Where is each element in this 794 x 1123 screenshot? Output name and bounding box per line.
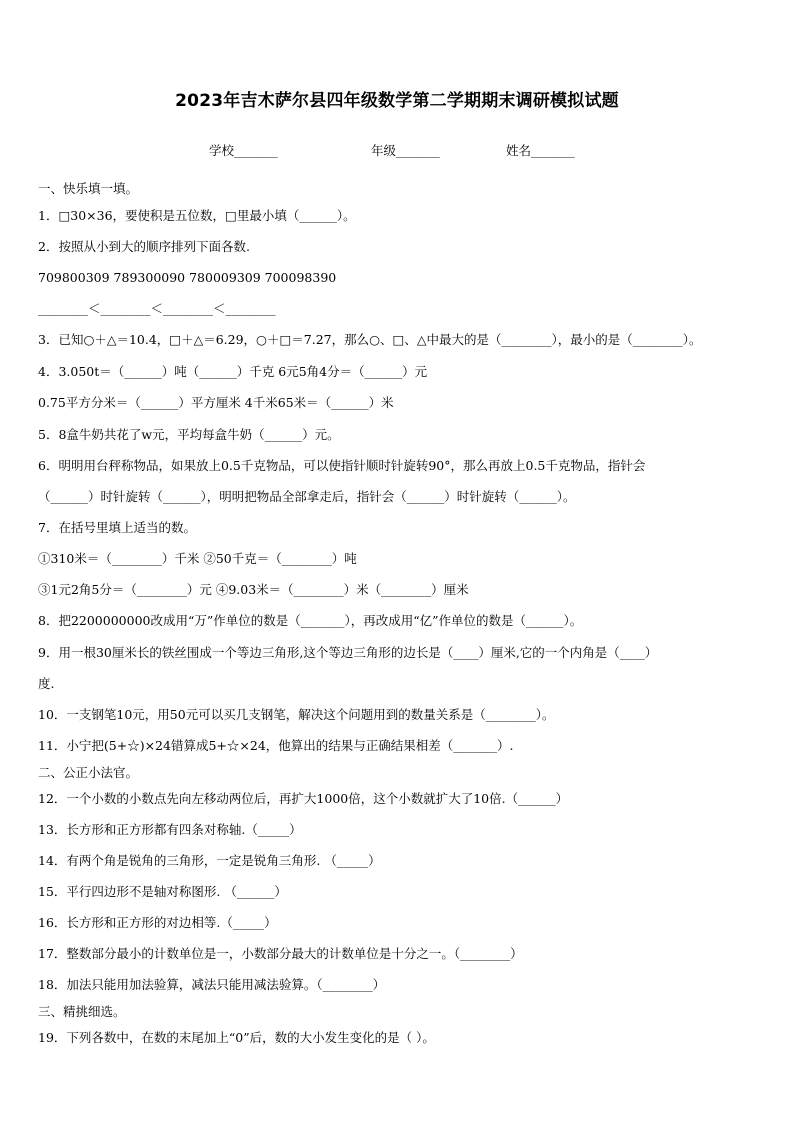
name-field: 姓名_______ bbox=[506, 143, 575, 158]
question-3: 3．已知○＋△＝10.4，□＋△＝6.29，○＋□＝7.27，那么○、□、△中最大的是（________），最小的是（________）。 bbox=[38, 332, 702, 347]
question-2-blanks: ________＜________＜________＜________ bbox=[38, 301, 276, 316]
question-9-continued: 度. bbox=[38, 676, 55, 691]
question-16: 16．长方形和正方形的对边相等.（_____） bbox=[38, 915, 277, 930]
question-8: 8．把2200000000改成用“万”作单位的数是（_______），再改成用“亿”作单位的数是（______）。 bbox=[38, 613, 583, 628]
question-7: 7．在括号里填上适当的数。 bbox=[38, 520, 196, 535]
question-7-row-1: ①310米＝（________）千米 ②50千克＝（________）吨 bbox=[38, 551, 357, 566]
question-19: 19．下列各数中，在数的末尾加上“0”后，数的大小发生变化的是（ ）。 bbox=[38, 1030, 435, 1045]
question-6-continued: （______）时针旋转（______），明明把物品全部拿走后，指针会（______）时针旋转（______）。 bbox=[38, 489, 576, 504]
question-5: 5．8盒牛奶共花了w元，平均每盒牛奶（______）元。 bbox=[38, 427, 340, 442]
question-4-row-2: 0.75平方分米＝（______）平方厘米 4千米65米＝（______）米 bbox=[38, 395, 394, 410]
question-9: 9．用一根30厘米长的铁丝围成一个等边三角形,这个等边三角形的边长是（____）厘米,它的一个内角是（____） bbox=[38, 645, 658, 660]
grade-field: 年级_______ bbox=[371, 143, 440, 158]
question-18: 18．加法只能用加法验算，减法只能用减法验算。（________） bbox=[38, 977, 386, 992]
question-6: 6．明明用台秤称物品，如果放上0.5千克物品，可以使指针顺时针旋转90°，那么再放上0.5千克物品，指针会 bbox=[38, 458, 646, 473]
question-17: 17．整数部分最小的计数单位是一，小数部分最大的计数单位是十分之一。（________） bbox=[38, 946, 523, 961]
question-15: 15．平行四边形不是轴对称图形. （______） bbox=[38, 884, 287, 899]
question-11: 11．小宁把(5+☆)×24错算成5+☆×24，他算出的结果与正确结果相差（_______）. bbox=[38, 738, 514, 753]
question-4-row-1: 4．3.050t＝（______）吨（______）千克 6元5角4分＝（______）元 bbox=[38, 364, 428, 379]
question-1: 1．□30×36，要使积是五位数，□里最小填（______）。 bbox=[38, 208, 356, 223]
section-heading-2: 二、公正小法官。 bbox=[38, 765, 139, 780]
question-7-row-2: ③1元2角5分＝（________）元 ④9.03米＝（________）米（________）厘米 bbox=[38, 582, 469, 597]
question-2-numbers: 709800309 789300090 780009309 700098390 bbox=[38, 270, 337, 285]
question-14: 14．有两个角是锐角的三角形，一定是锐角三角形. （_____） bbox=[38, 853, 381, 868]
question-2: 2．按照从小到大的顺序排列下面各数. bbox=[38, 239, 250, 254]
section-heading-1: 一、快乐填一填。 bbox=[38, 181, 139, 196]
section-heading-3: 三、精挑细选。 bbox=[38, 1004, 126, 1019]
question-10: 10．一支钢笔10元，用50元可以买几支钢笔，解决这个问题用到的数量关系是（________）。 bbox=[38, 707, 555, 722]
question-13: 13．长方形和正方形都有四条对称轴.（_____） bbox=[38, 822, 302, 837]
school-field: 学校_______ bbox=[209, 143, 278, 158]
question-12: 12．一个小数的小数点先向左移动两位后，再扩大1000倍，这个小数就扩大了10倍.（______） bbox=[38, 791, 569, 806]
page-title: 2023年吉木萨尔县四年级数学第二学期期末调研模拟试题 bbox=[175, 91, 619, 111]
